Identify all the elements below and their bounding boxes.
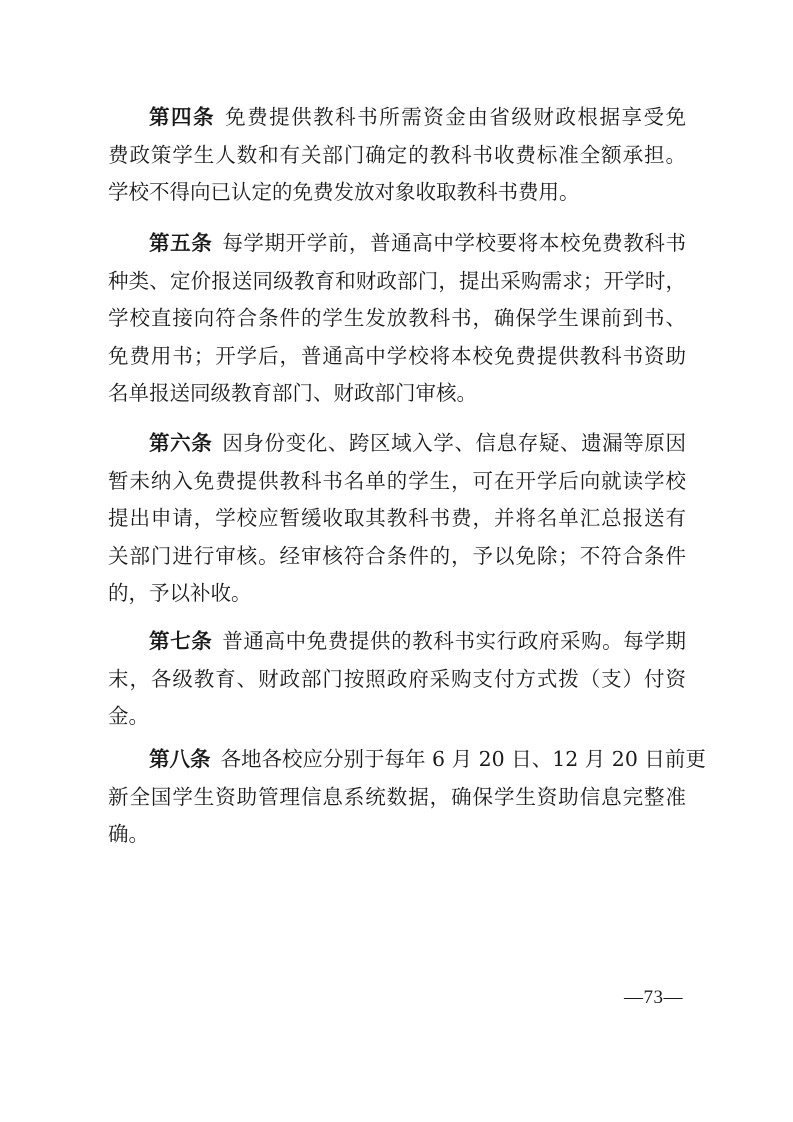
article-text: 普通高中免费提供的教科书实行政府采购。每学期 (222, 629, 686, 653)
article-6 (108, 425, 686, 613)
article-line: 新全国学生资助管理信息系统数据，确保学生资助信息完整准 (108, 784, 686, 809)
article-7 (108, 623, 686, 736)
article-heading: 第八条 (149, 747, 211, 771)
article-line: 提出申请，学校应暂缓收取其教科书费，并将名单汇总报送有 (108, 506, 686, 530)
article-line: 学校不得向已认定的免费发放对象收取教科书费用。 (108, 180, 580, 204)
article-line: 种类、定价报送同级教育和财政部门，提出采购需求；开学时， (108, 268, 686, 293)
article-line: 确。 (108, 822, 149, 846)
article-text: 免费提供教科书所需资金由省级财政根据享受免 (225, 105, 687, 129)
article-line: 费政策学生人数和有关部门确定的教科书收费标准全额承担。 (108, 142, 686, 167)
article-line: 学校直接向符合条件的学生发放教科书，确保学生课前到书、 (108, 306, 686, 330)
article-text: 各地各校应分别于每年 6 月 20 日、12 月 20 日前更 (220, 747, 706, 771)
article-line: 免费用书；开学后，普通高中学校将本校免费提供教科书资助 (108, 343, 686, 368)
article-heading: 第五条 (149, 231, 213, 255)
article-line: 暂未纳入免费提供教科书名单的学生，可在开学后向就读学校 (108, 468, 686, 493)
article-line: 金。 (108, 704, 149, 728)
article-heading: 第七条 (149, 629, 213, 653)
article-heading: 第四条 (149, 105, 216, 129)
article-line: 名单报送同级教育部门、财政部门审核。 (108, 381, 477, 405)
article-line: 末，各级教育、财政部门按照政府采购支付方式拨（支）付资 (108, 666, 686, 691)
article-line (108, 225, 686, 263)
article-line (108, 623, 686, 661)
article-heading: 第六条 (149, 431, 213, 455)
article-line (108, 99, 686, 137)
page-number: —73— (624, 987, 683, 1008)
article-line (108, 741, 706, 779)
article-line: 的，予以补收。 (108, 581, 252, 605)
article-line: 关部门进行审核。经审核符合条件的，予以免除；不符合条件 (108, 543, 686, 568)
article-4 (108, 99, 686, 212)
article-line (108, 425, 686, 463)
article-8 (108, 741, 706, 854)
article-text: 每学期开学前，普通高中学校要将本校免费教科书 (222, 231, 686, 255)
article-5 (108, 225, 686, 413)
article-text: 因身份变化、跨区域入学、信息存疑、遗漏等原因 (222, 431, 686, 455)
